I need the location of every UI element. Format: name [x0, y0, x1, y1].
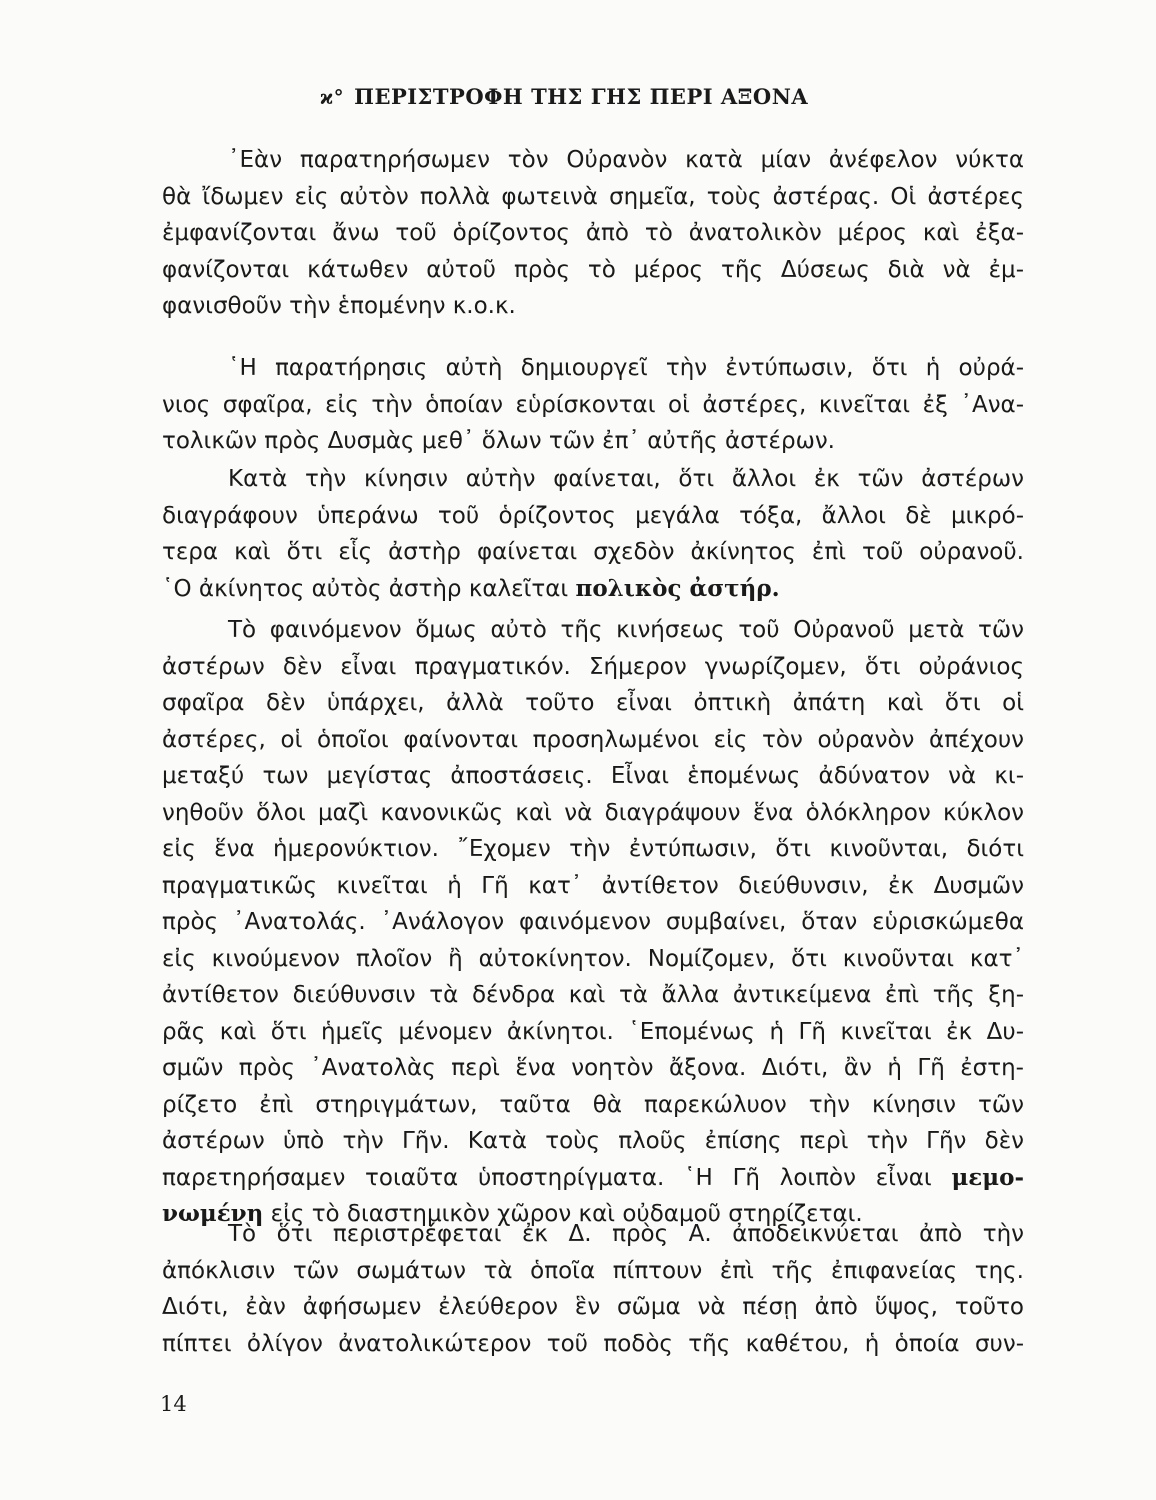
- text-line: νηθοῦν ὅλοι μαζὶ κανονικῶς καὶ νὰ διαγράψουν ἕνα ὁλόκληρον κύκλον: [162, 799, 1024, 826]
- text-line: πρὸς ᾿Ανατολάς. ᾿Ανάλογον φαινόμενον συμβαίνει, ὅταν εὑρισκώμεθα: [162, 909, 1024, 935]
- text-line: ἐμφανίζονται ἄνω τοῦ ὁρίζοντος ἀπὸ τὸ ἀνατολικὸν μέρος καὶ ἐξα-: [162, 220, 1024, 246]
- text-fragment: ῾Ο ἀκίνητος αὐτὸς ἀστὴρ καλεῖται: [162, 575, 576, 602]
- text-line: φανισθοῦν τὴν ἑπομένην κ.ο.κ.: [162, 293, 516, 319]
- text-line: Τὸ φαινόμενον ὅμως αὐτὸ τῆς κινήσεως τοῦ Οὐρανοῦ μετὰ τῶν: [228, 617, 1024, 643]
- text-line: πραγματικῶς κινεῖται ἡ Γῆ κατ᾿ ἀντίθετον διεύθυνσιν, ἐκ Δυσμῶν: [162, 872, 1024, 899]
- text-line: φανίζονται κάτωθεν αὐτοῦ πρὸς τὸ μέρος τῆς Δύσεως διὰ νὰ ἐμ-: [162, 256, 1024, 283]
- paragraph-1: [162, 142, 1024, 325]
- chapter-title: ΠΕΡΙΣΤΡΟΦΗ ΤΗΣ ΓΗΣ ΠΕΡΙ ΑΞΟΝΑ: [354, 84, 809, 109]
- text-line: ἀστέρων δὲν εἶναι πραγματικόν. Σήμερον γνωρίζομεν, ὅτι οὐράνιος: [162, 653, 1024, 680]
- text-line: ρίζετο ἐπὶ στηριγμάτων, ταῦτα θὰ παρεκώλυον τὴν κίνησιν τῶν: [162, 1091, 1024, 1118]
- text-line: τολικῶν πρὸς Δυσμὰς μεθ᾿ ὅλων τῶν ἐπ᾿ αὐτῆς ἀστέρων.: [162, 428, 835, 454]
- text-fragment: εἰς τὸ διαστημικὸν χῶρον καὶ οὐδαμοῦ στηρίζεται.: [263, 1201, 863, 1227]
- text-fragment: παρετηρήσαμεν τοιαῦτα ὑποστηρίγματα. ῾Η Γῆ λοιπὸν εἶναι: [162, 1164, 952, 1191]
- text-line: σμῶν πρὸς ᾿Ανατολὰς περὶ ἕνα νοητὸν ἄξονα. Διότι, ἂν ἡ Γῆ ἐστη-: [162, 1055, 1024, 1081]
- text-line: Τὸ ὅτι περιστρέφεται ἐκ Δ. πρὸς Α. ἀποδεικνύεται ἀπὸ τὴν: [228, 1221, 1024, 1247]
- text-line: [162, 571, 1024, 608]
- text-line: εἰς κινούμενον πλοῖον ἢ αὐτοκίνητον. Νομίζομεν, ὅτι κινοῦνται κατ᾿: [162, 945, 1024, 972]
- page-number: 14: [160, 1392, 187, 1416]
- text-line: ᾿Εὰν παρατηρήσωμεν τὸν Οὐρανὸν κατὰ μίαν ἀνέφελον νύκτα: [228, 147, 1024, 173]
- text-line: μεταξύ των μεγίστας ἀποστάσεις. Εἶναι ἑπομένως ἀδύνατον νὰ κι-: [162, 763, 1024, 789]
- term-polar-star: πολικὸς ἀστήρ.: [575, 574, 780, 602]
- chapter-header: [320, 84, 840, 109]
- text-line: ῾Η παρατήρησις αὐτὴ δημιουργεῖ τὴν ἐντύπωσιν, ὅτι ἡ οὐρά-: [228, 355, 1024, 381]
- text-line: εἰς ἕνα ἡμερονύκτιον. ῎Εχομεν τὴν ἐντύπωσιν, ὅτι κινοῦνται, διότι: [162, 836, 1024, 862]
- text-line: νιος σφαῖρα, εἰς τὴν ὁποίαν εὑρίσκονται οἱ ἀστέρες, κινεῖται ἐξ ᾿Ανα-: [162, 391, 1024, 418]
- paragraph-2: [162, 350, 1024, 460]
- text-line: διαγράφουν ὑπεράνω τοῦ ὁρίζοντος μεγάλα τόξα, ἄλλοι δὲ μικρό-: [162, 502, 1024, 529]
- text-line: ἀπόκλισιν τῶν σωμάτων τὰ ὁποῖα πίπτουν ἐπὶ τῆς ἐπιφανείας της.: [162, 1257, 1024, 1284]
- text-line: θὰ ἴδωμεν εἰς αὐτὸν πολλὰ φωτεινὰ σημεῖα, τοὺς ἀστέρας. Οἱ ἀστέρες: [162, 183, 1024, 210]
- text-line: ρᾶς καὶ ὅτι ἡμεῖς μένομεν ἀκίνητοι. ῾Επομένως ἡ Γῆ κινεῖται ἐκ Δυ-: [162, 1018, 1024, 1045]
- text-line: πίπτει ὀλίγον ἀνατολικώτερον τοῦ ποδὸς τῆς καθέτου, ἡ ὁποία συν-: [162, 1330, 1024, 1357]
- text-line: [162, 1160, 1024, 1197]
- paragraph-4: [162, 612, 1024, 1233]
- text-line: σφαῖρα δὲν ὑπάρχει, ἀλλὰ τοῦτο εἶναι ὀπτικὴ ἀπάτη καὶ ὅτι οἱ: [162, 690, 1024, 716]
- text-line: Κατὰ τὴν κίνησιν αὐτὴν φαίνεται, ὅτι ἄλλοι ἐκ τῶν ἀστέρων: [228, 466, 1024, 492]
- term-isolated: μεμο-: [951, 1163, 1024, 1191]
- section-mark: ϰ°: [320, 85, 345, 109]
- paragraph-5: [162, 1216, 1024, 1362]
- paragraph-3: [162, 461, 1024, 607]
- text-line: Διότι, ἐὰν ἀφήσωμεν ἐλεύθερον ἓν σῶμα νὰ πέσῃ ἀπὸ ὕψος, τοῦτο: [162, 1294, 1024, 1320]
- term-isolated-end: νωμένη: [162, 1200, 264, 1227]
- text-line: ἀστέρες, οἱ ὁποῖοι φαίνονται προσηλωμένοι εἰς τὸν οὐρανὸν ἀπέχουν: [162, 726, 1024, 753]
- text-line: ἀστέρων ὑπὸ τὴν Γῆν. Κατὰ τοὺς πλοῦς ἐπίσης περὶ τὴν Γῆν δὲν: [162, 1128, 1024, 1154]
- text-line: τερα καὶ ὅτι εἷς ἀστὴρ φαίνεται σχεδὸν ἀκίνητος ἐπὶ τοῦ οὐρανοῦ.: [162, 539, 1024, 565]
- text-line: ἀντίθετον διεύθυνσιν τὰ δένδρα καὶ τὰ ἄλλα ἀντικείμενα ἐπὶ τῆς ξη-: [162, 982, 1024, 1008]
